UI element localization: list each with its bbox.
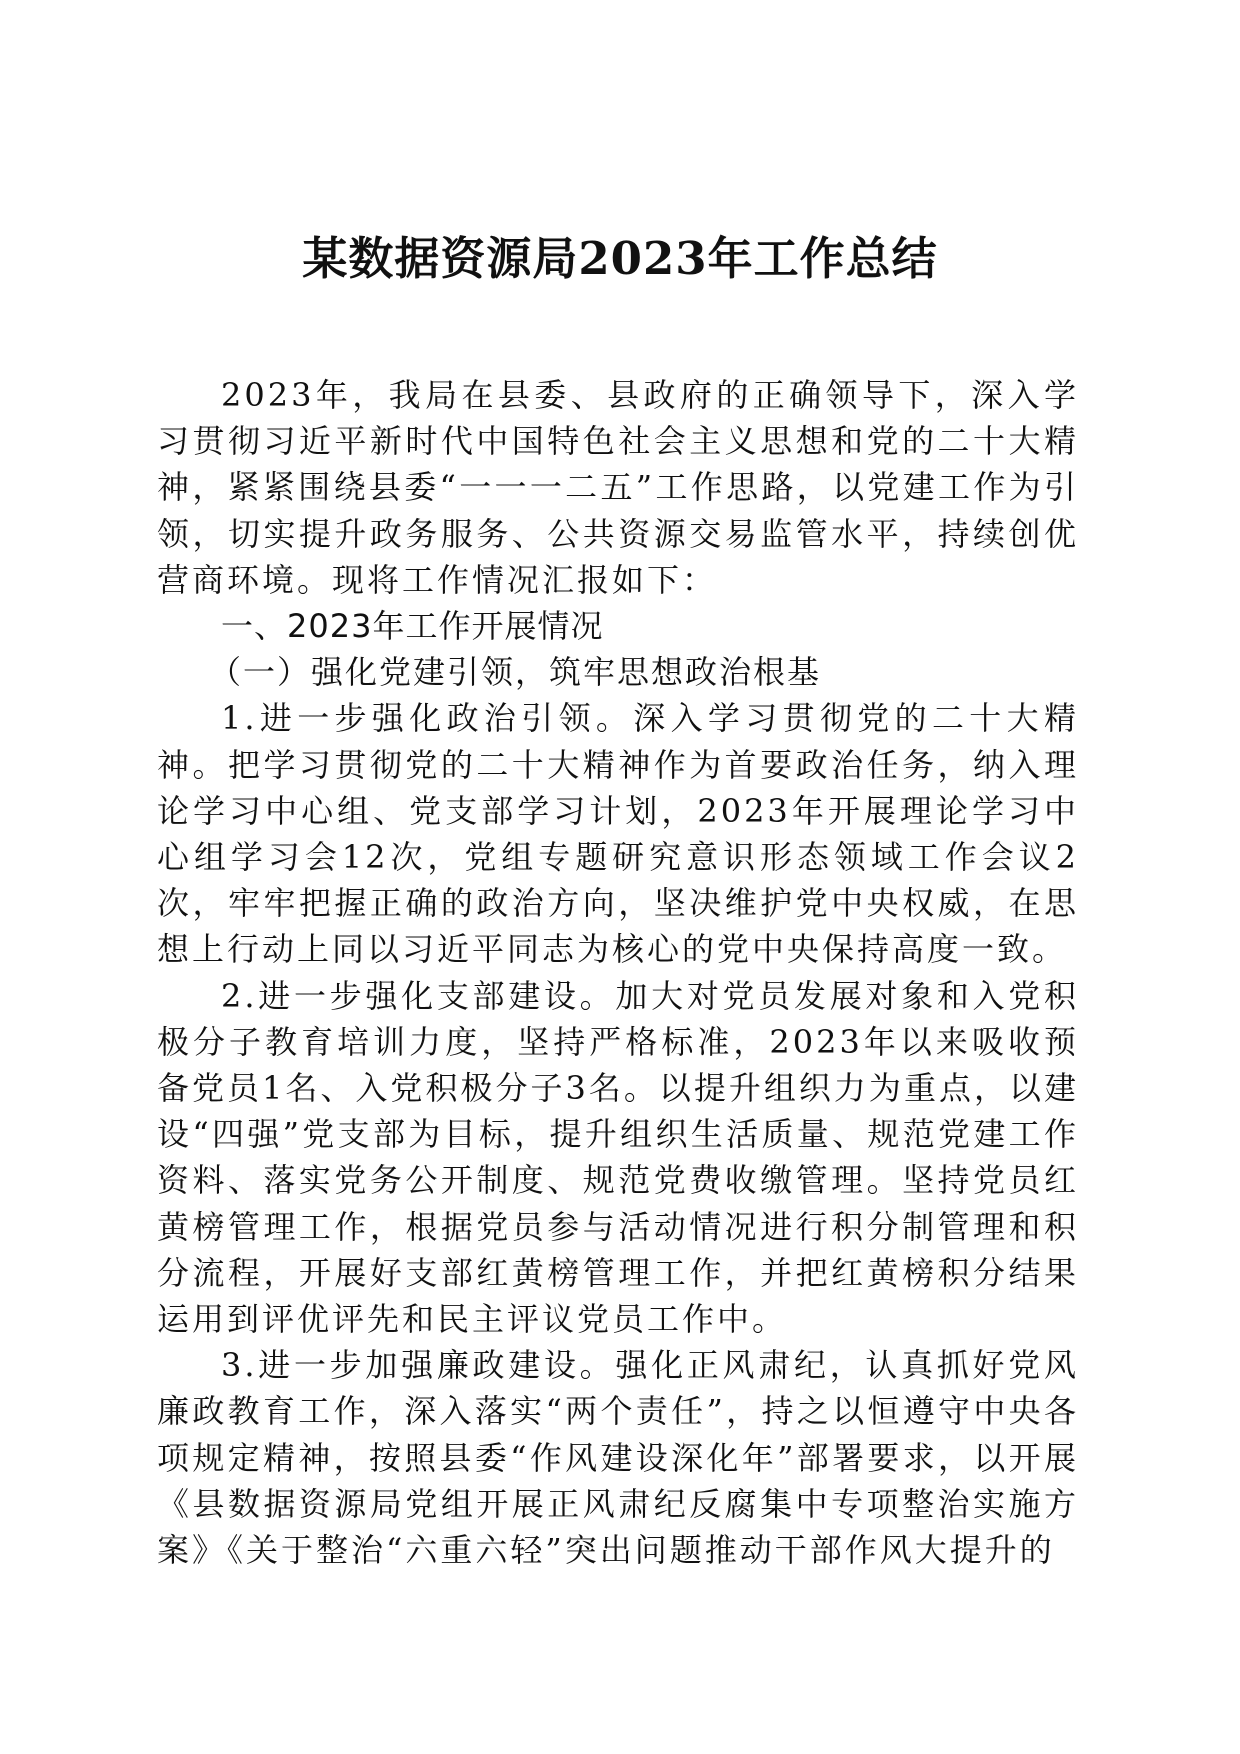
body-paragraph-2: 2.进一步强化支部建设。加大对党员发展对象和入党积极分子教育培训力度，坚持严格标准，2023年以来吸收预备党员1名、入党积极分子3名。以提升组织力为重点，以建设“四强”党支部为目标，提升组织生活质量、规范党建工作资料、落实党务公开制度、规范党费收缴管理。坚持党员红黄榜管理工作，根据党员参与活动情况进行积分制管理和积分流程，开展好支部红黄榜管理工作，并把红黄榜积分结果运用到评优评先和民主评议党员工作中。 [157, 976, 1079, 1339]
body-paragraph-1: 1.进一步强化政治引领。深入学习贯彻党的二十大精神。把学习贯彻党的二十大精神作为首要政治任务，纳入理论学习中心组、党支部学习计划，2023年开展理论学习中心组学习会12次，党组专题研究意识形态领域工作会议2次，牢牢把握正确的政治方向，坚决维护党中央权威，在思想上行动上同以习近平同志为核心的党中央保持高度一致。 [157, 699, 1079, 969]
document-body [157, 372, 1079, 1573]
document-title: 某数据资源局2023年工作总结 [302, 232, 938, 285]
body-paragraph-3: 3.进一步加强廉政建设。强化正风肃纪，认真抓好党风廉政教育工作，深入落实“两个责任”，持之以恒遵守中央各项规定精神，按照县委“作风建设深化年”部署要求，以开展《县数据资源局党组开展正风肃纪反腐集中专项整治实施方案》《关于整治“六重六轻”突出问题推动干部作风大提升的 [157, 1346, 1079, 1570]
subsection-heading-1: （一）强化党建引领，筑牢思想政治根基 [209, 653, 822, 692]
intro-paragraph: 2023年，我局在县委、县政府的正确领导下，深入学习贯彻习近平新时代中国特色社会主义思想和党的二十大精神，紧紧围绕县委“一一一二五”工作思路，以党建工作为引领，切实提升政务服务、公共资源交易监管水平，持续创优营商环境。现将工作情况汇报如下： [157, 376, 1079, 599]
section-heading-1: 一、2023年工作开展情况 [221, 607, 604, 646]
